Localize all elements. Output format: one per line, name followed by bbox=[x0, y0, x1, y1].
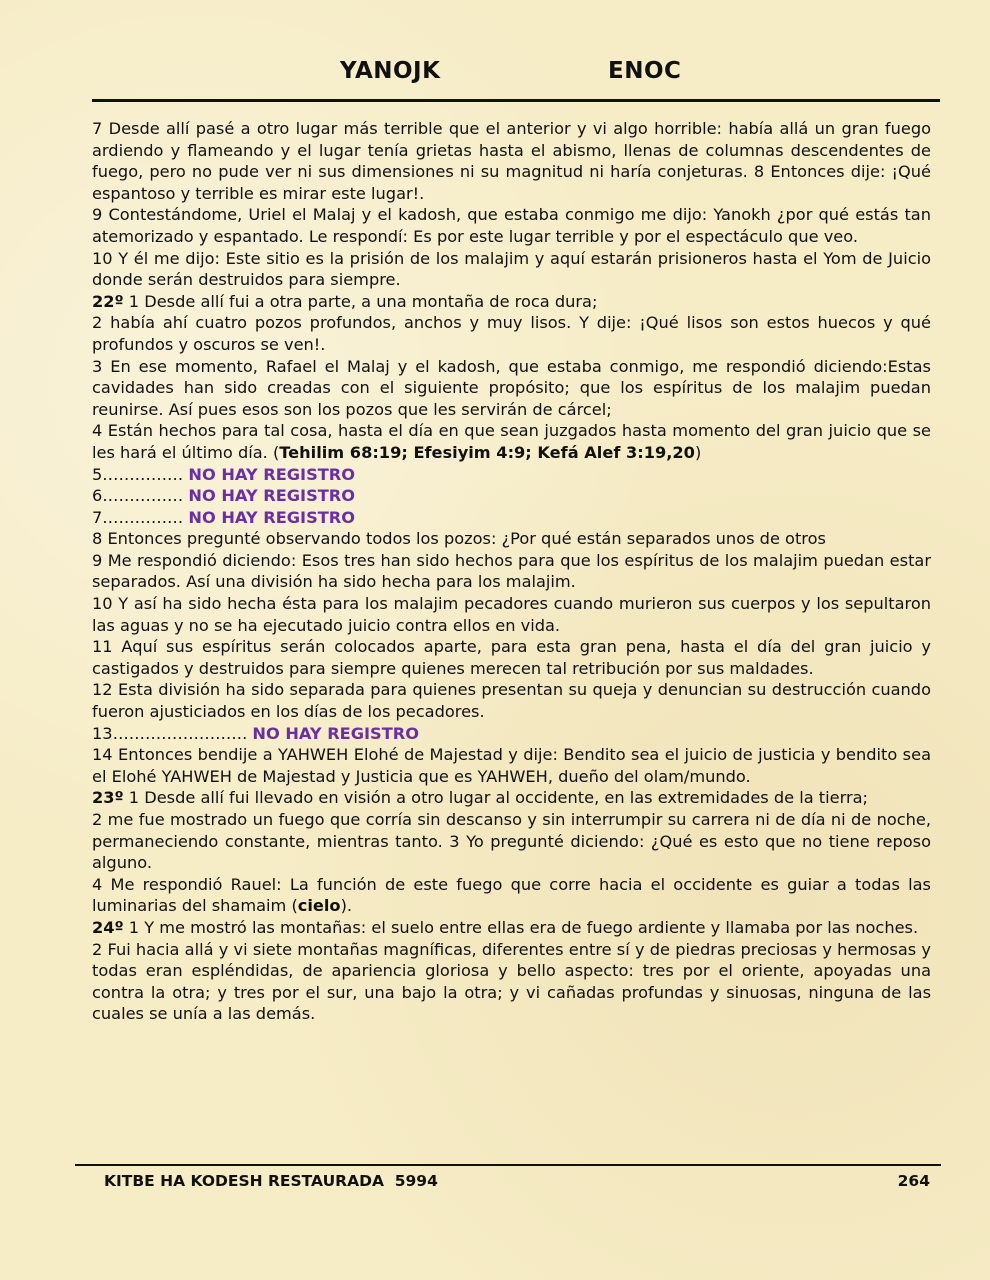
body-text bbox=[92, 118, 931, 1025]
paragraph-text: 1 Y me mostró las montañas: el suelo entre ellas era de fuego ardiente y llamaba por las noches. bbox=[123, 917, 919, 937]
paragraph bbox=[92, 874, 931, 917]
paragraph: 14 Entonces bendije a YAHWEH Elohé de Majestad y dije: Bendito sea el juicio de justicia y bendito sea el Elohé YAHWEH de Majestad y Justicia que es YAHWEH, dueño del olam/mundo. bbox=[92, 745, 931, 786]
missing-verse bbox=[92, 507, 931, 529]
paragraph: 3 En ese momento, Rafael el Malaj y el kadosh, que estaba conmigo, me respondió diciendo:Estas cavidades han sido creadas con el siguiente propósito; que los espíritus de los malajim puedan reunirse. Así pues esos son los pozos que les servirán de cárcel; bbox=[92, 356, 931, 419]
paragraph: 12 Esta división ha sido separada para quienes presentan su queja y denuncian su destrucción cuando fueron ajusticiados en los días de los pecadores. bbox=[92, 680, 931, 722]
paragraph: 8 Entonces pregunté observando todos los pozos: ¿Por qué están separados unos de otros bbox=[92, 529, 826, 549]
chapter-number: 22º bbox=[92, 291, 124, 311]
paragraph: 10 Y así ha sido hecha ésta para los malajim pecadores cuando murieron sus cuerpos y los sepultaron las aguas y no se ha ejecutado juicio contra ellos en vida. bbox=[92, 594, 931, 635]
paragraph: 9 Contestándome, Uriel el Malaj y el kadosh, que estaba conmigo me dijo: Yanokh ¿por qué estás tan atemorizado y espantado. Le respondí: Es por este lugar terrible y por el espectáculo que veo. bbox=[92, 205, 931, 246]
chapter-number: 24º bbox=[92, 917, 124, 937]
verse-number: 5…………… bbox=[92, 464, 184, 484]
page-footer bbox=[104, 1172, 930, 1194]
paragraph: 7 Desde allí pasé a otro lugar más terrible que el anterior y vi algo horrible: había allá un gran fuego ardiendo y flameando y el lugar tenía grietas hasta el abismo, llenas de columnas descendentes de fuego, pero no pude ver ni sus dimensiones ni su magnitud ni haría conjeturas. 8 Entonces dije: ¡Qué espantoso y terrible es mirar este lugar!. bbox=[92, 119, 931, 203]
paragraph-text: 4 Están hechos para tal cosa, hasta el día en que sean juzgados hasta momento del gran juicio que se les hará el último día. ( bbox=[92, 421, 931, 462]
paragraph bbox=[92, 787, 931, 809]
page-header bbox=[92, 56, 940, 96]
page-number: 264 bbox=[897, 1172, 930, 1190]
chapter-number: 23º bbox=[92, 788, 124, 808]
paragraph: 2 Fui hacia allá y vi siete montañas magníficas, diferentes entre sí y de piedras preciosas y hermosas y todas eran espléndidas, de apariencia gloriosa y bello aspecto: tres por el oriente, apoyadas una contra la otra; y tres por el sur, una bajo la otra; y vi cañadas profundas y sinuosas, ninguna de las cuales se unía a las demás. bbox=[92, 939, 931, 1024]
no-record-label: NO HAY REGISTRO bbox=[188, 507, 355, 527]
no-record-label: NO HAY REGISTRO bbox=[252, 723, 419, 743]
footer-book-title: KITBE HA KODESH RESTAURADA 5994 bbox=[104, 1172, 438, 1190]
missing-verse bbox=[92, 464, 931, 486]
paragraph bbox=[92, 917, 931, 939]
header-rule bbox=[92, 99, 940, 102]
paragraph-text: 4 Me respondió Rauel: La función de este fuego que corre hacia el occidente es guiar a todas las luminarias del shamaim ( bbox=[92, 874, 931, 916]
paragraph: 10 Y él me dijo: Este sitio es la prisión de los malajim y aquí estarán prisioneros hasta el Yom de Juicio donde serán destruidos para siempre. bbox=[92, 248, 931, 290]
paragraph-text: ) bbox=[694, 442, 702, 462]
paragraph-text: 1 Desde allí fui llevado en visión a otro lugar al occidente, en las extremidades de la tierra; bbox=[123, 788, 869, 808]
paragraph: 9 Me respondió diciendo: Esos tres han sido hechos para que los espíritus de los malajim puedan estar separados. Así una división ha sido hecha para los malajim. bbox=[92, 550, 931, 592]
paragraph: 2 había ahí cuatro pozos profundos, anchos y muy lisos. Y dije: ¡Qué lisos son estos huecos y qué profundos y oscuros se ven!. bbox=[92, 313, 931, 354]
footer-rule bbox=[75, 1164, 941, 1166]
verse-number: 6…………… bbox=[92, 486, 184, 506]
paragraph-text: ). bbox=[340, 896, 353, 916]
bold-term: cielo bbox=[297, 896, 341, 916]
scripture-reference: Tehilim 68:19; Efesiyim 4:9; Kefá Alef 3:19,20 bbox=[279, 442, 695, 462]
no-record-label: NO HAY REGISTRO bbox=[188, 486, 355, 506]
header-title-right: ENOC bbox=[608, 58, 682, 84]
paragraph bbox=[92, 420, 931, 463]
paragraph-text: 1 Desde allí fui a otra parte, a una montaña de roca dura; bbox=[123, 291, 598, 311]
verse-number: 7…………… bbox=[92, 507, 184, 527]
paragraph: 11 Aquí sus espíritus serán colocados aparte, para esta gran pena, hasta el día del gran juicio y castigados y destruidos para siempre quienes merecen tal retribución por sus maldades. bbox=[92, 637, 931, 678]
missing-verse bbox=[92, 485, 931, 507]
header-title-left: YANOJK bbox=[340, 58, 441, 84]
paragraph bbox=[92, 291, 931, 313]
missing-verse bbox=[92, 723, 931, 745]
no-record-label: NO HAY REGISTRO bbox=[188, 464, 355, 484]
paragraph: 2 me fue mostrado un fuego que corría sin descanso y sin interrumpir su carrera ni de día ni de noche, permaneciendo constante, mientras tanto. 3 Yo pregunté diciendo: ¿Qué es esto que no tiene reposo alguno. bbox=[92, 810, 931, 873]
verse-number: 13……………………. bbox=[92, 723, 253, 743]
